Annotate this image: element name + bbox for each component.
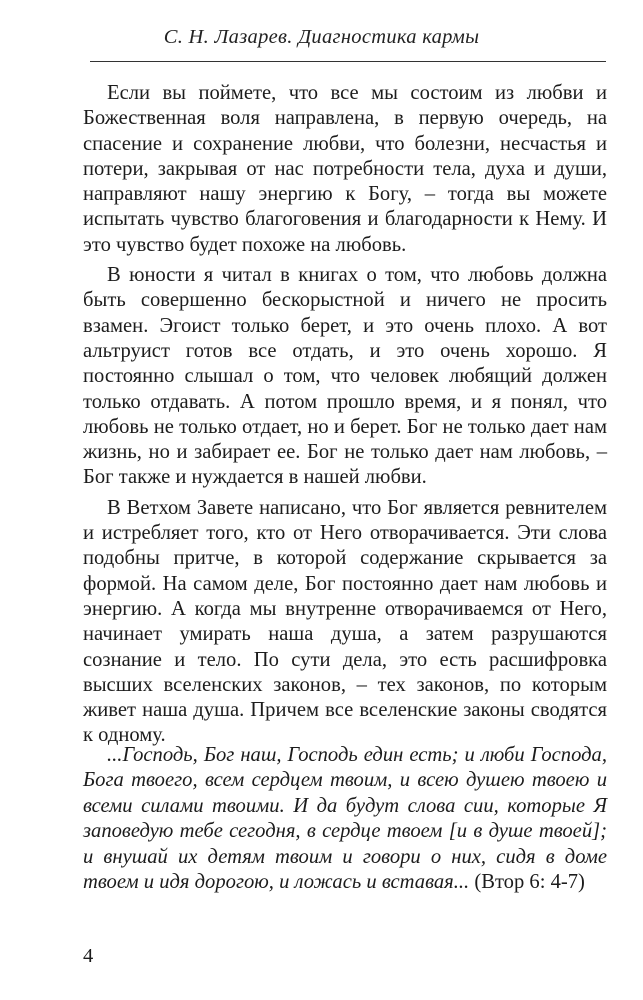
header-rule bbox=[90, 61, 606, 62]
quote-reference: (Втор 6: 4-7) bbox=[474, 871, 585, 894]
paragraph-1: Если вы поймете, что все мы состоим из любви и Божественная воля направлена, в первую очередь, на спасение и сохранение любви, что болезни, несчастья и потери, закрывая от нас потребности тела, духа и души, направляют нашу энергию к Богу, – тогда вы можете испытать чувство благоговения и благодарности к Нему. И это чувство будет похоже на любовь. bbox=[83, 82, 607, 256]
quote-text: ...Господь, Бог наш, Господь един есть; и люби Господа, Бога твоего, всем сердцем твоим, и всею душею твоею и всеми силами твоими. И да будут слова сии, которые Я заповедую тебе сегодня, в сердце твоем [и в душе твоей]; и внушай их детям твоим и говори о них, сидя в доме твоем и идя дорогою, и ложась и вставая... bbox=[83, 744, 607, 894]
paragraph-3: В Ветхом Завете написано, что Бог является ревнителем и истребляет того, кто от Него отворачивается. Эти слова подобны притче, в которой содержание скрывается за формой. На самом деле, Бог постоянно дает нам любовь и энергию. А когда мы внутренне отворачиваемся от Него, начинает умирать наша душа, а затем разрушаются сознание и тело. По сути дела, это есть расшифровка высших вселенских законов, – тех законов, по которым живет наша душа. Причем все вселенские законы сводятся к одному. bbox=[83, 496, 607, 747]
page-number: 4 bbox=[83, 945, 94, 967]
scripture-quote bbox=[83, 743, 607, 895]
paragraph-2: В юности я читал в книгах о том, что любовь должна быть совершенно бескорыстной и ничего не просить взамен. Эгоист только берет, и это очень плохо. А вот альтруист готов все отдать, и это очень хорошо. Я постоянно слышал о том, что человек любящий должен только отдавать. А потом прошло время, и я понял, что любовь не только отдает, но и берет. Бог не только дает нам жизнь, но и забирает ее. Бог не только дает нам любовь, – Бог также и нуждается в нашей любви. bbox=[83, 264, 607, 489]
main-text bbox=[83, 81, 607, 754]
running-head-title: С. Н. Лазарев. Диагностика кармы bbox=[163, 26, 480, 48]
